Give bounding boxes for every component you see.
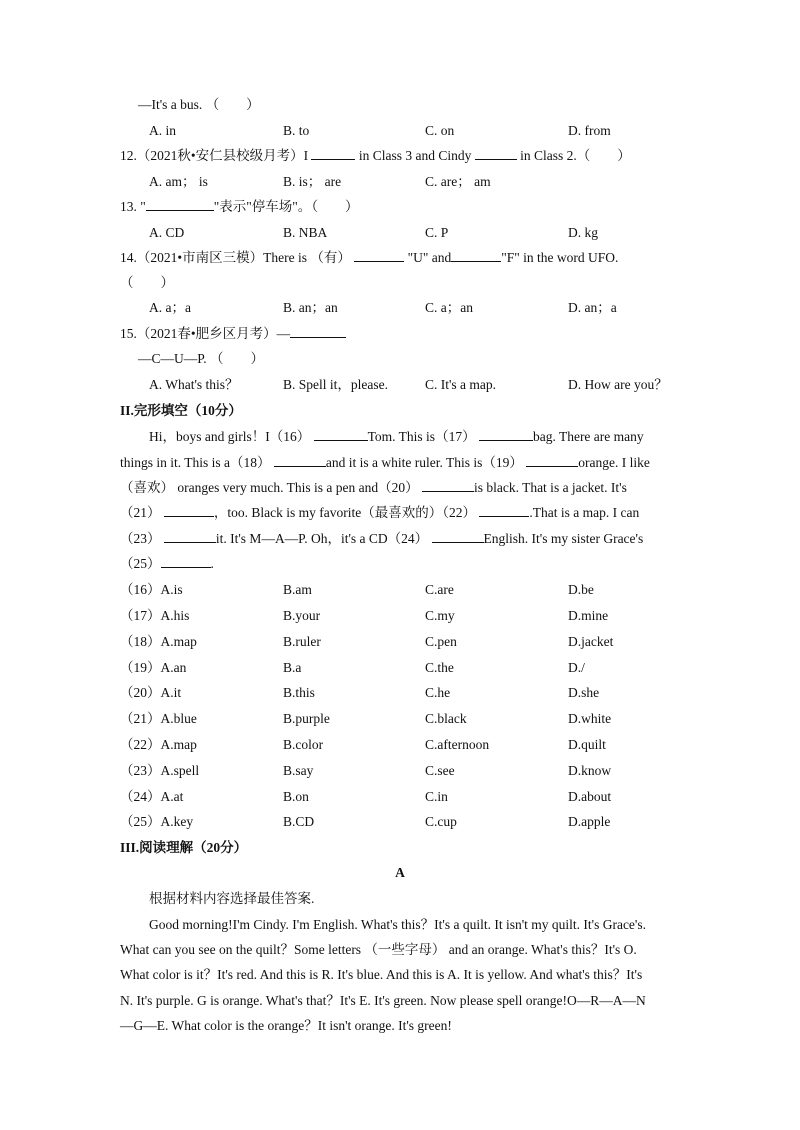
cloze-line-4: （21） ，too. Black is my favorite（最喜欢的）（22） .That is a map. I can: [120, 505, 640, 520]
q14-option-b: B. an；an: [283, 300, 338, 315]
cloze-option-24b: B.on: [283, 789, 309, 804]
cloze-option-19b: B.a: [283, 660, 302, 675]
q15-stem-line2: —C—U—P. （ ）: [138, 351, 265, 366]
cloze-option-16b: B.am: [283, 582, 312, 597]
cloze-option-21a: （21）A.blue: [120, 711, 197, 726]
q12-stem: 12.（2021秋•安仁县校级月考）I in Class 3 and Cindy in Class 2.（ ）: [120, 148, 631, 163]
cloze-option-18c: C.pen: [425, 634, 457, 649]
reading-line-5: —G—E. What color is the orange？It isn't orange. It's green!: [120, 1018, 452, 1033]
q14-stem: 14.（2021•市南区三模）There is （有） "U" and "F" in the word UFO.: [120, 250, 619, 265]
q12-option-c: C. are； am: [425, 174, 491, 189]
reading-line-1: Good morning!I'm Cindy. I'm English. What's this？It's a quilt. It isn't my quilt. It's Grace's.: [149, 917, 646, 932]
cloze-option-17d: D.mine: [568, 608, 609, 623]
cloze-option-21b: B.purple: [283, 711, 330, 726]
cloze-option-18d: D.jacket: [568, 634, 614, 649]
cloze-option-19a: （19）A.an: [120, 660, 187, 675]
q13-option-a: A. CD: [149, 225, 185, 240]
q15-option-c: C. It's a map.: [425, 377, 497, 392]
cloze-option-16c: C.are: [425, 582, 454, 597]
cloze-option-20a: （20）A.it: [120, 685, 182, 700]
cloze-option-20c: C.he: [425, 685, 451, 700]
q15-option-d: D. How are you？: [568, 377, 668, 392]
cloze-option-21c: C.black: [425, 711, 467, 726]
cloze-line-6: （25） .: [120, 556, 214, 571]
cloze-option-25c: C.cup: [425, 814, 457, 829]
cloze-option-22a: （22）A.map: [120, 737, 197, 752]
cloze-option-23a: （23）A.spell: [120, 763, 200, 778]
q13-option-b: B. NBA: [283, 225, 328, 240]
cloze-option-22c: C.afternoon: [425, 737, 490, 752]
cloze-line-5: （23） it. It's M—A—P. Oh，it's a CD（24） English. It's my sister Grace's: [120, 531, 644, 546]
q14-paren: （ ）: [120, 275, 174, 290]
q13-option-d: D. kg: [568, 225, 598, 240]
cloze-option-20b: B.this: [283, 685, 315, 700]
passage-label: A: [395, 865, 405, 880]
cloze-option-24d: D.about: [568, 789, 612, 804]
cloze-option-24a: （24）A.at: [120, 789, 184, 804]
cloze-option-18b: B.ruler: [283, 634, 321, 649]
cloze-option-25d: D.apple: [568, 814, 611, 829]
q11-option-c: C. on: [425, 123, 455, 138]
section-reading-heading: III.阅读理解（20分）: [120, 840, 248, 855]
q11-option-b: B. to: [283, 123, 310, 138]
q11-option-a: A. in: [149, 123, 176, 138]
cloze-option-24c: C.in: [425, 789, 448, 804]
cloze-option-16a: （16）A.is: [120, 582, 183, 597]
cloze-option-19c: C.the: [425, 660, 454, 675]
q14-option-c: C. a；an: [425, 300, 473, 315]
cloze-option-22b: B.color: [283, 737, 324, 752]
cloze-option-16d: D.be: [568, 582, 594, 597]
cloze-line-3: （喜欢） oranges very much. This is a pen and（20） is black. That is a jacket. It's: [120, 480, 627, 495]
q14-option-a: A. a；a: [149, 300, 191, 315]
section-cloze-heading: II.完形填空（10分）: [120, 403, 242, 418]
reading-instruction: 根据材料内容选择最佳答案.: [149, 891, 315, 906]
cloze-option-17a: （17）A.his: [120, 608, 190, 623]
q14-option-d: D. an；a: [568, 300, 617, 315]
q15-option-a: A. What's this？: [149, 377, 239, 392]
cloze-option-25a: （25）A.key: [120, 814, 194, 829]
cloze-option-21d: D.white: [568, 711, 612, 726]
q12-option-b: B. is； are: [283, 174, 342, 189]
reading-line-4: N. It's purple. G is orange. What's that？It's E. It's green. Now please spell orange!O—R—A—N: [120, 993, 646, 1008]
cloze-option-17c: C.my: [425, 608, 455, 623]
cloze-line-2: things in it. This is a（18） and it is a white ruler. This is（19） orange. I like: [120, 455, 650, 470]
reading-line-3: What color is it？It's red. And this is R. It's blue. And this is A. It is yellow. And what's this？It's: [120, 967, 643, 982]
cloze-option-23d: D.know: [568, 763, 612, 778]
q15-option-b: B. Spell it，please.: [283, 377, 388, 392]
cloze-option-17b: B.your: [283, 608, 321, 623]
cloze-option-25b: B.CD: [283, 814, 315, 829]
cloze-option-20d: D.she: [568, 685, 600, 700]
q12-option-a: A. am； is: [149, 174, 208, 189]
cloze-option-18a: （18）A.map: [120, 634, 197, 649]
cloze-option-22d: D.quilt: [568, 737, 606, 752]
q11-stem: —It's a bus. （ ）: [138, 97, 260, 112]
q15-stem: 15.（2021春•肥乡区月考）—: [120, 325, 346, 343]
q11-option-d: D. from: [568, 123, 611, 138]
reading-line-2: What can you see on the quilt？Some letters （一些字母） and an orange. What's this？It's O.: [120, 942, 637, 957]
cloze-option-23b: B.say: [283, 763, 314, 778]
cloze-line-1: Hi，boys and girls！I（16） Tom. This is（17） bag. There are many: [149, 429, 644, 444]
q13-stem: 13. " "表示"停车场"。（ ）: [120, 199, 359, 214]
q13-option-c: C. P: [425, 225, 449, 240]
cloze-option-19d: D./: [568, 660, 585, 675]
cloze-option-23c: C.see: [425, 763, 455, 778]
